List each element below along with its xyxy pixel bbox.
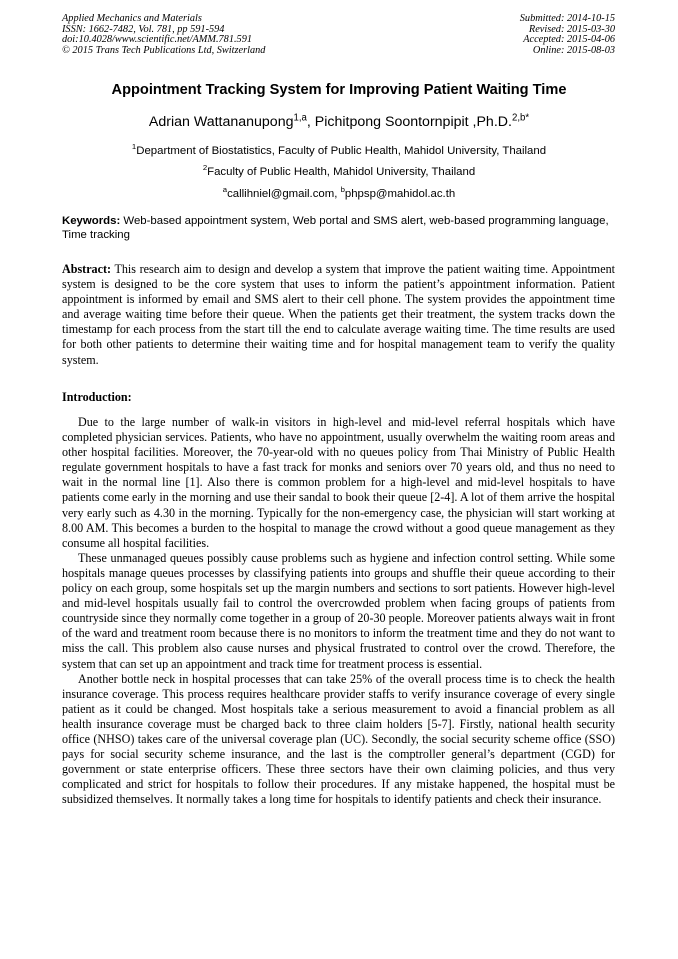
journal-doi[interactable]: doi:10.4028/www.scientific.net/AMM.781.591 (62, 34, 252, 46)
abstract-label: Abstract: (62, 262, 112, 276)
author-2-sup: 2,b* (511, 112, 530, 124)
date-submitted: Submitted: 2014-10-15 (519, 13, 615, 24)
journal-header-right (520, 14, 615, 56)
affiliation-2 (0, 165, 678, 179)
affiliation-1-text: Department of Biostatistics, Faculty of Public Health, Mahidol University, Thailand (136, 145, 547, 157)
intro-paragraph-3: Another bottle neck in hospital processes that can take 25% of the overall process time is to check the health insurance coverage. This process requires healthcare provider staffs to verify insurance coverage of every single patient as it could be changed. Most hospitals take a serious measurement to avoid a financial problem as all health insurance coverage must be charged back to three claim holders [5-7]. Firstly, national health security office (NHSO) takes care of the universal coverage plan (UC). Secondly, the social security scheme office (SSO) pays for social security scheme insurance, and the last is the comptroller general’s department (CGD) for government or state enterprise officers. These three sectors have their own claiming policies, and thus very complicated and strict for hospitals to follow their procedures. If any mistake happened, the hospital must be subsidized themselves. It normally takes a long time for hospitals to identify patients and check their insurance. (62, 671, 615, 807)
affiliation-1-sup: 1 (131, 142, 137, 152)
intro-paragraph-1: Due to the large number of walk-in visitors in high-level and mid-level referral hospitals which have completed physician services. Patients, who have no appointment, usually overwhelm the waiting room areas and other hospital facilities. Moreover, the 70-year-old with no queues policy from Thai Ministry of Public Health regulate government hospitals to have a fast track for monks and seniors over 70 years old, and thus no need to wait in the normal line [1]. Also there is common problem for a high-level and mid-level hospitals to have patients come early in the morning and use their sandal to book their queue [2-4]. A lot of them arrive the hospital very early such as 4.30 in the morning. Typically for the non-emergency case, the physician will start working at 8.00 AM. This becomes a burden to the hospital to manage the crowd without a good queue management as they consume all hospital facilities. (62, 415, 615, 550)
intro-paragraph-2: These unmanaged queues possibly cause problems such as hygiene and infection control setting. While some hospitals manage queues processes by classifying patients into groups and shuffle their queue according to their policy on each group, some hospitals set up the margin numbers and sections to sort patients. However high-level and mid-level hospitals usually fail to control the overcrowded problem when facing groups of patients from countryside since they normally come together in a group of 20-30 people. Moreover patients always wait in front of the ward and treatment room because there is no monitors to inform the treatment time and they do not want to miss the call. This problem also cause nurses and physical frustrated to control over the crowd. Therefore, the system that can set up an appointment and track time for treatment process is essential. (62, 550, 615, 671)
email-b[interactable]: phpsp@mahidol.ac.th (344, 188, 456, 200)
journal-copyright: © 2015 Trans Tech Publications Ltd, Switzerland (62, 44, 266, 56)
date-accepted: Accepted: 2015-04-06 (523, 34, 615, 46)
email-a-sup: a (222, 185, 228, 195)
introduction-body (62, 415, 615, 807)
abstract-section (62, 262, 615, 368)
keywords-text: Web-based appointment system, Web portal and SMS alert, web-based programming language, Time tracking (62, 215, 609, 241)
abstract-text: This research aim to design and develop a system that improve the patient waiting time. Appointment system is designed to be the core system that uses to inform the patient’s appointment information. Patient appointment is informed by email and SMS alert to their cell phone. The system provides the appointment time and average waiting time before their queue. When the patients get their treatment, the system tracks down the timestamp for each process from the start till the end to calculate average waiting time. The time results are used for both other patients to determine their waiting time and for hospital management team to verify the quality system. (62, 262, 615, 367)
date-online: Online: 2015-08-03 (532, 44, 615, 56)
affiliation-2-text: Faculty of Public Health, Mahidol University, Thailand (207, 166, 476, 178)
author-1-name: Adrian Wattananupong (148, 114, 294, 130)
affiliation-1 (0, 144, 678, 158)
author-2-name: Pichitpong Soontornpipit ,Ph.D. (314, 114, 512, 130)
author-emails (0, 187, 678, 201)
journal-header-left (62, 14, 265, 56)
affiliation-2-sup: 2 (202, 163, 208, 173)
paper-title: Appointment Tracking System for Improving Patient Waiting Time (111, 82, 567, 98)
email-b-sup: b (340, 185, 345, 195)
journal-issn: ISSN: 1662-7482, Vol. 781, pp 591-594 (62, 23, 225, 35)
email-a[interactable]: callihniel@gmail.com, (227, 188, 341, 200)
author-line (0, 113, 678, 131)
author-1-sup: 1,a (293, 112, 307, 124)
keywords-label: Keywords: (62, 215, 121, 227)
author-separator: , (306, 114, 315, 130)
date-revised: Revised: 2015-03-30 (528, 23, 615, 35)
keywords-section (62, 214, 615, 242)
introduction-heading: Introduction: (62, 390, 132, 404)
journal-name: Applied Mechanics and Materials (62, 13, 202, 24)
